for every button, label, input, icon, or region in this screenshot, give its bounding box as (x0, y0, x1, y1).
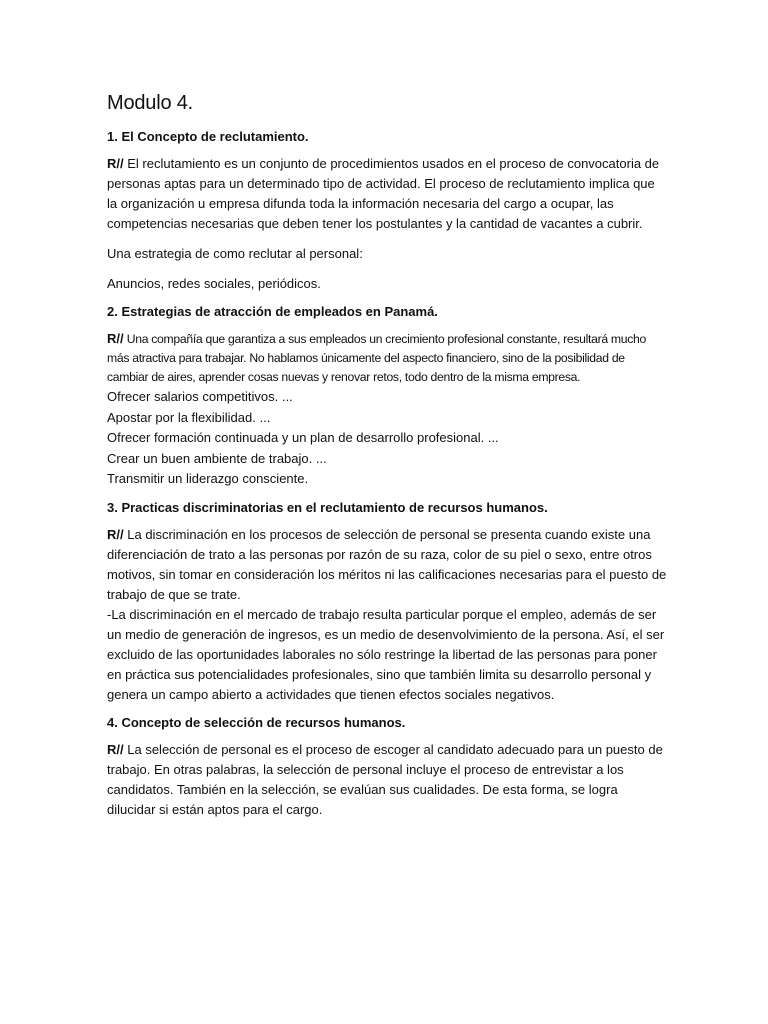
section-1-strategy: Una estrategia de como reclutar al personal: (107, 246, 363, 261)
section-3-body (107, 525, 667, 705)
document-title: Modulo 4. (107, 92, 194, 114)
section-3-answer (107, 525, 667, 605)
section-4-answer-text: La selección de personal es el proceso de escoger al candidato adecuado para un puesto de trabajo. En otras palabras, la selección de personal incluye el proceso de entrevistar a los candidatos. También en la selección, se evalúan sus cualidades. De esta forma, se logra dilucidar si están aptos para el cargo. (107, 741, 663, 817)
section-2-body (107, 329, 667, 490)
section-1-answer (107, 154, 667, 234)
section-3-answer-2: -La discriminación en el mercado de trabajo resulta particular porque el empleo, además de ser un medio de generación de ingresos, es un medio de desenvolvimiento de la persona. Así, el ser excluido de las oportunidades laborales no sólo restringe la libertad de las personas para poner en práctica sus potencialidades profesionales, sino que también limita su desarrollo personal y genera un campo abierto a actividades que tienen efectos sociales negativos. (107, 606, 665, 702)
section-2-answer (107, 329, 667, 387)
section-3-heading: 3. Practicas discriminatorias en el reclutamiento de recursos humanos. (107, 499, 548, 515)
section-2-answer-text: Una compañía que garantiza a sus empleados un crecimiento profesional constante, resultará mucho más atractiva para trabajar. No hablamos únicamente del aspecto financiero, sino de la posibilidad de cambiar de aires, aprender cosas nuevas y renovar retos, todo dentro de la misma empresa. (107, 332, 646, 384)
section-4-heading: 4. Concepto de selección de recursos humanos. (107, 714, 406, 730)
strategy-item: Ofrecer salarios competitivos. ... (107, 389, 293, 404)
section-4-answer (107, 740, 667, 820)
strategy-item: Ofrecer formación continuada y un plan de desarrollo profesional. ... (107, 430, 499, 445)
strategy-item: Apostar por la flexibilidad. ... (107, 409, 271, 425)
answer-label: R// (107, 156, 124, 171)
document-content (107, 92, 667, 830)
section-1-answer-text: El reclutamiento es un conjunto de procedimientos usados en el proceso de convocatoria de personas aptas para un determinado tipo de actividad. El proceso de reclutamiento implica que la organización u empresa difunda toda la información necesaria del cargo a ocupar, las competencias necesarias que deben tener los postulantes y la cantidad de vacantes a cubrir. (107, 156, 660, 231)
section-1-heading: 1. El Concepto de reclutamiento. (107, 129, 309, 144)
section-1-channels: Anuncios, redes sociales, periódicos. (107, 276, 321, 291)
section-2-heading: 2. Estrategias de atracción de empleados en Panamá. (107, 304, 438, 319)
strategy-item: Transmitir un liderazgo consciente. (107, 471, 309, 486)
strategy-item: Crear un buen ambiente de trabajo. ... (107, 450, 327, 466)
answer-label: R// (107, 741, 124, 757)
answer-label: R// (107, 526, 124, 542)
section-3-answer-text: La discriminación en los procesos de selección de personal se presenta cuando existe una diferenciación de trato a las personas por razón de su raza, color de su piel o sexo, entre otros motivos, sin tomar en consideración los méritos ni las calificaciones necesarias para el puesto de trabajo de que se trate. (107, 526, 667, 602)
answer-label: R// (107, 331, 124, 346)
